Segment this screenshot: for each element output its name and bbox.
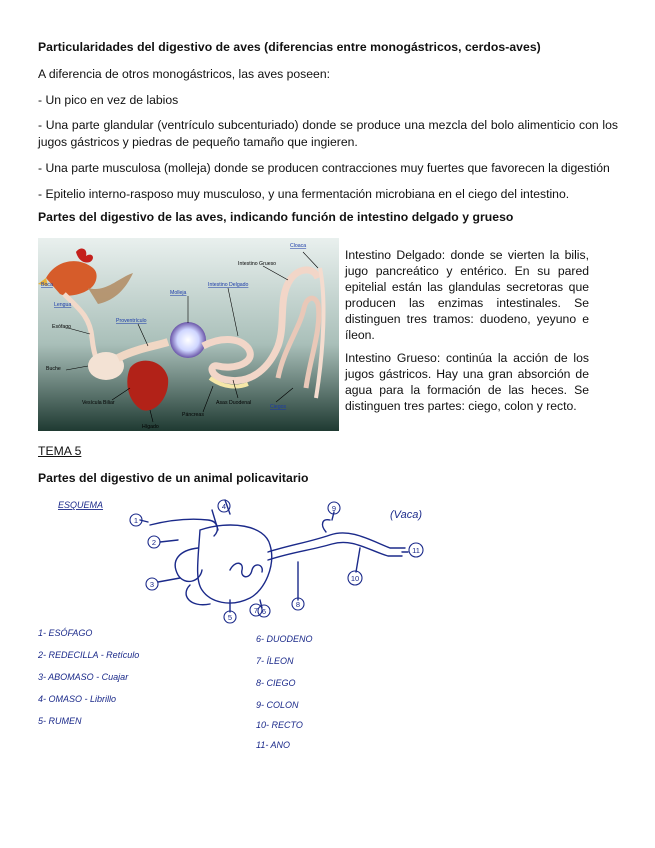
legend-right-10: 10- RECTO (256, 720, 303, 730)
marker-3: 3 (149, 580, 155, 589)
bird-digestive-diagram (38, 238, 339, 431)
marker-2: 2 (151, 538, 157, 547)
label-buche: Buche (46, 366, 61, 372)
sketch-legend-left (37, 628, 139, 726)
sketch-legend-right (256, 634, 313, 750)
bullet-molleja: - Una parte musculosa (molleja) donde se producen contracciones muy fuertes que favorecen la digestión (38, 161, 610, 175)
legend-right-8: 8- CIEGO (256, 678, 296, 688)
marker-6: 6 (261, 607, 267, 616)
legend-left-1: 1- ESÓFAGO (38, 628, 93, 638)
marker-5: 5 (227, 613, 233, 622)
bullet-epitelio: - Epitelio interno-rasposo muy musculoso, y una fermentación microbiana en el ciego del intestino. (38, 187, 570, 201)
label-intestino-grueso: Intestino Grueso (238, 261, 277, 267)
legend-left-2: 2- REDECILLA - Retículo (38, 650, 140, 660)
marker-10: 10 (350, 574, 360, 583)
sketch-animal-label: (Vaca) (390, 509, 422, 521)
marker-8: 8 (295, 600, 301, 609)
label-boca: Boca (41, 282, 53, 288)
marker-4: 4 (221, 502, 227, 511)
label-pancreas: Páncreas (182, 412, 204, 418)
label-intestino-delgado: Intestino Delgado (208, 282, 249, 288)
marker-7-wrapper (246, 600, 266, 620)
ruminant-sketch (30, 490, 430, 760)
marker-11: 11 (412, 546, 420, 555)
heading-aves-particularidades: Particularidades del digestivo de aves (diferencias entre monogástricos, cerdos-aves) (38, 40, 541, 54)
legend-right-9: 9- COLON (256, 700, 299, 710)
marker-7: 7 (253, 606, 259, 615)
legend-left-4: 4- OMASO - Librillo (38, 694, 117, 704)
label-vesicula: Vesícula Biliar (82, 400, 115, 406)
legend-right-7: 7- ÍLEON (256, 656, 294, 666)
legend-left-5: 5- RUMEN (38, 716, 82, 726)
legend-left-3: 3- ABOMASO - Cuajar (38, 672, 129, 682)
legend-right-11: 11- ANO (256, 740, 291, 750)
sketch-lines (140, 500, 408, 612)
heading-policavitario: Partes del digestivo de un animal policavitario (38, 471, 309, 485)
label-lengua: Lengua (54, 302, 72, 308)
intro-text: A diferencia de otros monogástricos, las aves poseen: (38, 67, 330, 81)
marker-1: 1 (133, 516, 139, 525)
intestino-grueso-description: Intestino Grueso: continúa la acción de los jugos gástricos. Hay una gran absorción de agua para la formación de las heces. Se distinguen tres partes: ciego, colon y recto. (345, 351, 589, 413)
sketch-title: ESQUEMA (58, 500, 104, 510)
label-ciegos: Ciegos (270, 404, 287, 410)
bullet-pico: - Un pico en vez de labios (38, 93, 179, 107)
label-cloaca: Cloaca (290, 243, 307, 249)
label-proventriculo: Proventrículo (116, 318, 147, 324)
tema-heading: TEMA 5 (38, 444, 82, 458)
legend-right-6: 6- DUODENO (256, 634, 313, 644)
label-molleja: Molleja (170, 290, 187, 296)
marker-9: 9 (331, 504, 337, 513)
bullet-glandular: - Una parte glandular (ventrículo subcenturiado) donde se produce una mezcla del bolo alimenticio con los jugos gástricos y piedras de pequeño tamaño que ingieren. (38, 118, 618, 149)
label-esofago: Esófago (52, 324, 72, 330)
bird-diagram-svg (38, 238, 339, 431)
intestino-delgado-description: Intestino Delgado: donde se vierten la bilis, jugo pancreático y entérico. En su pared epitelial están las glandulas secretoras que producen las enzimas intestinales. Se distinguen tres tramos: duodeno, yeyuno e íleon. (345, 248, 589, 342)
label-asas-duodenal: Asas Duodenal (216, 400, 252, 406)
sketch-markers (130, 500, 423, 623)
gizzard-shape (170, 322, 206, 358)
heading-partes-aves: Partes del digestivo de las aves, indicando función de intestino delgado y grueso (38, 210, 514, 224)
label-higado: Hígado (142, 424, 159, 430)
